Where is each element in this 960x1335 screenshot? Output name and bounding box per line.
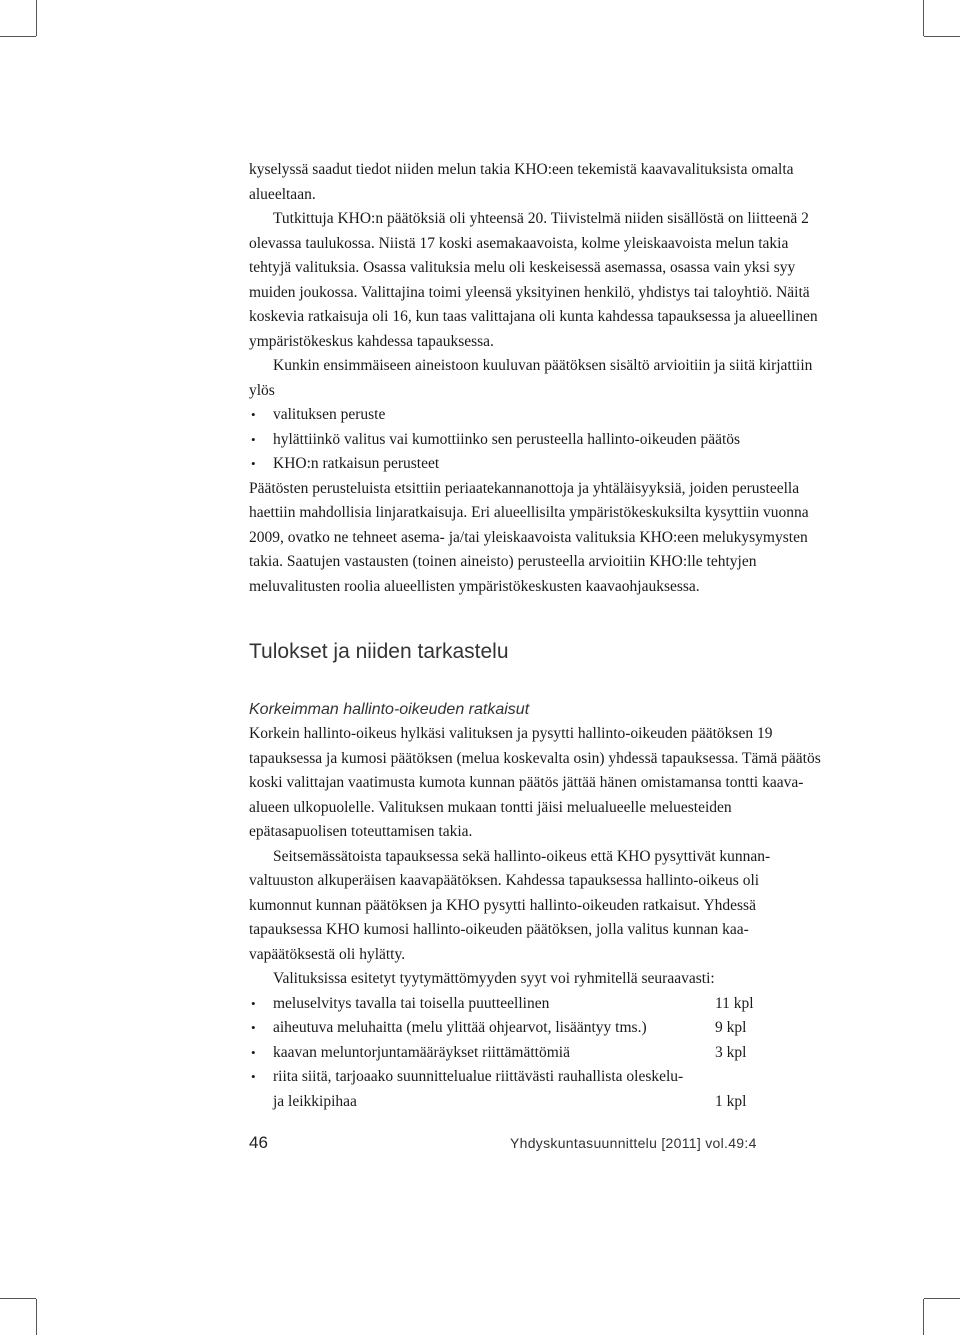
reason-count: 11 kpl (715, 994, 754, 1012)
paragraph: kyselyssä saadut tiedot niiden melun takia KHO:een tekemistä kaavavalituksista omalta alueeltaan. (249, 161, 794, 203)
paragraph: Kunkin ensimmäiseen aineistoon kuuluvan päätöksen sisältö arvioitiin ja siitä kirjattiin ylös (249, 357, 813, 399)
reason-text: kaavan meluntorjuntamääräykset riittämättömiä (273, 1043, 570, 1061)
subsection-heading: Korkeimman hallinto-oikeuden ratkaisut (249, 701, 530, 718)
reasons-list (249, 992, 824, 1115)
list-item (249, 1041, 824, 1066)
reason-text: meluselvitys tavalla tai toisella puutteellinen (273, 994, 550, 1012)
list-item: • hylättiinkö valitus vai kumottiinko sen perusteella hallinto-oikeuden päätös (249, 428, 824, 453)
list-item (249, 1016, 824, 1041)
crop-mark (0, 36, 36, 37)
crop-mark (0, 1298, 36, 1299)
paragraph: Seitsemässätoista tapauksessa sekä hallinto-oikeus että KHO pysyttivät kunnanvaltuuston alkuperäisen kaavapäätöksen. Kahdessa tapauksessa hallinto-oikeus oli kumonnut kunnan päätöksen ja KHO pysytti hallinto-oikeuden ratkaisut. Yhdessä tapauksessa KHO kumosi hallinto-oikeuden päätöksen, jolla valitus kunnan kaavapäätöksestä oli hylätty. (249, 847, 771, 963)
criteria-list (249, 403, 824, 477)
reason-count: 1 kpl (715, 1092, 747, 1110)
page-number: 46 (249, 1133, 268, 1152)
reason-count: 9 kpl (715, 1019, 747, 1036)
list-item: • valituksen peruste (249, 403, 824, 428)
section-heading: Tulokset ja niiden tarkastelu (249, 640, 509, 663)
crop-mark (923, 1299, 924, 1335)
paragraph: Valituksissa esitetyt tyytymättömyyden syyt voi ryhmitellä seuraavasti: (273, 970, 715, 987)
list-item (249, 992, 824, 1017)
reason-count: 3 kpl (715, 1043, 747, 1061)
paragraph: Tutkittuja KHO:n päätöksiä oli yhteensä 20. Tiivistelmä niiden sisällöstä on liitteenä 2 olevassa taulukossa. Niistä 17 koski asemakaavoista, kolme yleiskaavoista melun takia tehtyjä valituksia. Osassa valituksia melu oli keskeisessä asemassa, osassa vain yksi syy muiden joukossa. Valittajina toimi yleensä yksityinen henkilö, yhdistys tai taloyhtiö. Näitä koskevia ratkaisuja oli 16, kun taas valittajana oli kunta kahdessa tapauksessa ja alueellinen ympäristökeskus kahdessa tapauksessa. (249, 210, 818, 350)
crop-mark (36, 0, 37, 36)
list-item: • KHO:n ratkaisun perusteet (249, 452, 824, 477)
crop-mark (924, 36, 960, 37)
reason-text: aiheutuva meluhaitta (melu ylittää ohjearvot, lisääntyy tms.) (273, 1019, 647, 1036)
paragraph: Korkein hallinto-oikeus hylkäsi valituksen ja pysytti hallinto-oikeuden päätöksen 19 tapauksessa ja kumosi päätöksen (melua koskevalta osin) yhdessä tapauksessa. Tämä päätös koski valittajan vaatimusta kumota kunnan päätös jättää hänen omistamansa tontti kaava-alueen ulkopuolelle. Valituksen mukaan tontti jäisi melualueelle meluesteiden epätasapuolisen toteuttamisen takia. (249, 725, 821, 840)
paragraph: Päätösten perusteluista etsittiin periaatekannanottoja ja yhtäläisyyksiä, joiden perusteella haettiin mahdollisia linjaratkaisuja. Eri alueellisilta ympäristökeskuksilta kysyttiin vuonna 2009, ovatko ne tehneet asema- ja/tai yleiskaavoista valituksia KHO:een melukysymysten takia. Saatujen vastausten (toinen aineisto) perusteella arvioitiin KHO:lle tehtyjen meluvalitusten roolia alueellisten ympäristökeskusten kaavaohjauksessa. (249, 479, 809, 595)
article-body (249, 158, 824, 1114)
crop-mark (924, 1298, 960, 1299)
reason-text: riita siitä, tarjoaako suunnittelualue riittävästi rauhallista oleskelu- ja leikkipihaa (273, 1068, 684, 1110)
list-item (249, 1065, 824, 1114)
journal-footer: Yhdyskuntasuunnittelu [2011] vol.49:4 (510, 1135, 757, 1151)
crop-mark (36, 1299, 37, 1335)
crop-mark (923, 0, 924, 36)
